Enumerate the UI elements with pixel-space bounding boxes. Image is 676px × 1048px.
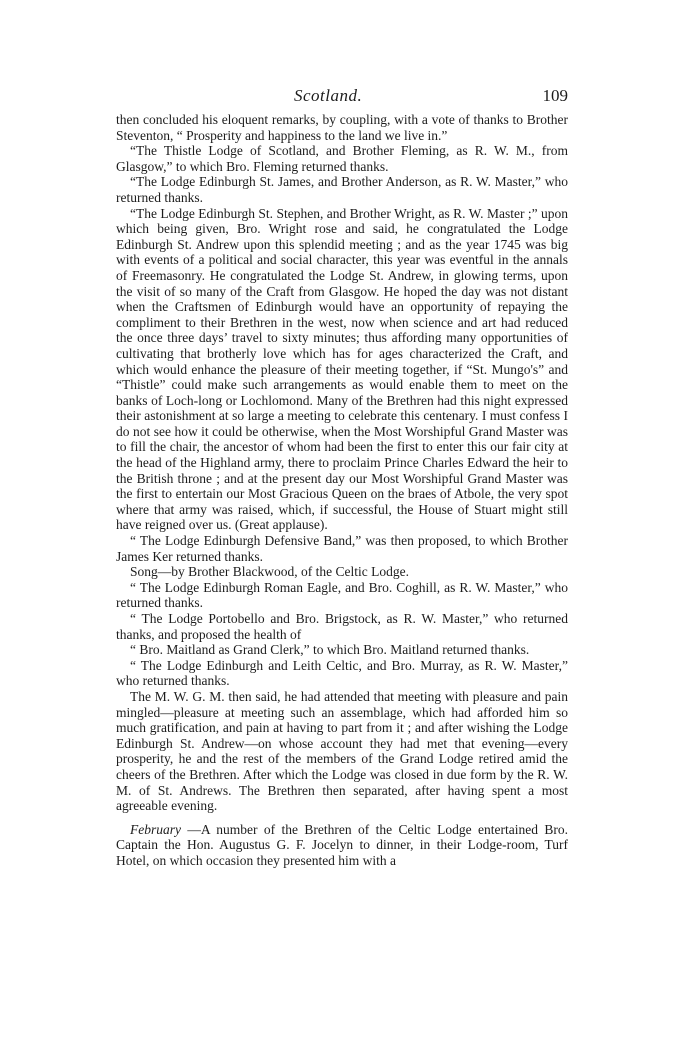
page-number: 109 — [542, 86, 568, 105]
paragraph: “ Bro. Maitland as Grand Clerk,” to which Bro. Maitland returned thanks. — [130, 642, 530, 658]
paragraph-text: —A number of the Brethren of the Celtic Lodge entertained Bro. Captain the Hon. Augustus G. F. Jocelyn to dinner, in their Lodge-room, Turf Hotel, on which occasion they presented him with a — [116, 821, 568, 868]
paragraph: “ The Lodge Portobello and Bro. Brigstock, as R. W. Master,” who returned thanks, and proposed the health of — [116, 611, 568, 642]
document-page — [116, 86, 568, 869]
paragraph: The M. W. G. M. then said, he had attended that meeting with pleasure and pain mingled—pleasure at meeting such an assemblage, which had afforded him so much gratification, and pain at having to part from it ; and after wishing the Lodge Edinburgh St. Andrew—on whose account they had met that evening—every prosperity, he and the rest of the members of the Grand Lodge retired amid the cheers of the Brethren. After which the Lodge was closed in due form by the R. W. M. of St. Andrews. The Brethren then separated, after having spent a most agreeable evening. — [116, 688, 568, 814]
paragraph: “The Thistle Lodge of Scotland, and Brother Fleming, as R. W. M., from Glasgow,” to which Bro. Fleming returned thanks. — [116, 143, 568, 174]
paragraph: “ The Lodge Edinburgh Roman Eagle, and Bro. Coghill, as R. W. Master,” who returned thanks. — [116, 579, 568, 611]
paragraph: “ The Lodge Edinburgh and Leith Celtic, and Bro. Murray, as R. W. Master,” who returned thanks. — [116, 657, 568, 689]
body-text — [116, 112, 568, 869]
paragraph-lead: February — [130, 821, 181, 837]
paragraph: “The Lodge Edinburgh St. Stephen, and Brother Wright, as R. W. Master ;” upon which being given, Bro. Wright rose and said, he congratulated the Lodge Edinburgh St. Andrew upon this splendid meeting ; and as the year 1745 was big with events of a political and social character, this year was eventful in the annals of Freemasonry. He congratulated the Lodge St. Andrew, in glowing terms, upon the visit of so many of the Craft from Glasgow. He hoped the day was not distant when the Craftsmen of Edinburgh would have an opportunity of repaying the compliment to their Brethren in the west, now when science and art had reduced the once three days’ travel to sixty minutes; thus affording many opportunities of cultivating that brotherly love which has for ages characterized the Craft, and which would enhance the pleasure of their meeting together, if “St. Mungo's” and “Thistle” could make such arrangements as would enable them to meet on the banks of Loch-long or Lochlomond. Many of the Brethren had this night expressed their astonishment at so large a meeting to celebrate this centenary. I must confess I do not see how it could be otherwise, when the Most Worshipful Grand Master was to fill the chair, the ancestor of whom had been the first to enter this our fair city at the head of the Highland army, there to proclaim Prince Charles Edward the heir to the British throne ; and at the present day our Most Worshipful Grand Master was the first to entertain our Most Gracious Queen on the braes of Atbole, the very spot where that army was raised, which, if successful, the House of Stuart might still have reigned over us. (Great applause). — [116, 205, 568, 533]
running-head — [116, 86, 568, 112]
paragraph-february — [116, 822, 568, 869]
running-title: Scotland. — [294, 86, 363, 105]
paragraph: “The Lodge Edinburgh St. James, and Brother Anderson, as R. W. Master,” who returned thanks. — [116, 174, 568, 205]
paragraph: Song—by Brother Blackwood, of the Celtic Lodge. — [130, 564, 409, 580]
paragraph: then concluded his eloquent remarks, by coupling, with a vote of thanks to Brother Steventon, “ Prosperity and happiness to the land we live in.” — [116, 112, 568, 143]
paragraph: “ The Lodge Edinburgh Defensive Band,” was then proposed, to which Brother James Ker returned thanks. — [116, 533, 568, 564]
